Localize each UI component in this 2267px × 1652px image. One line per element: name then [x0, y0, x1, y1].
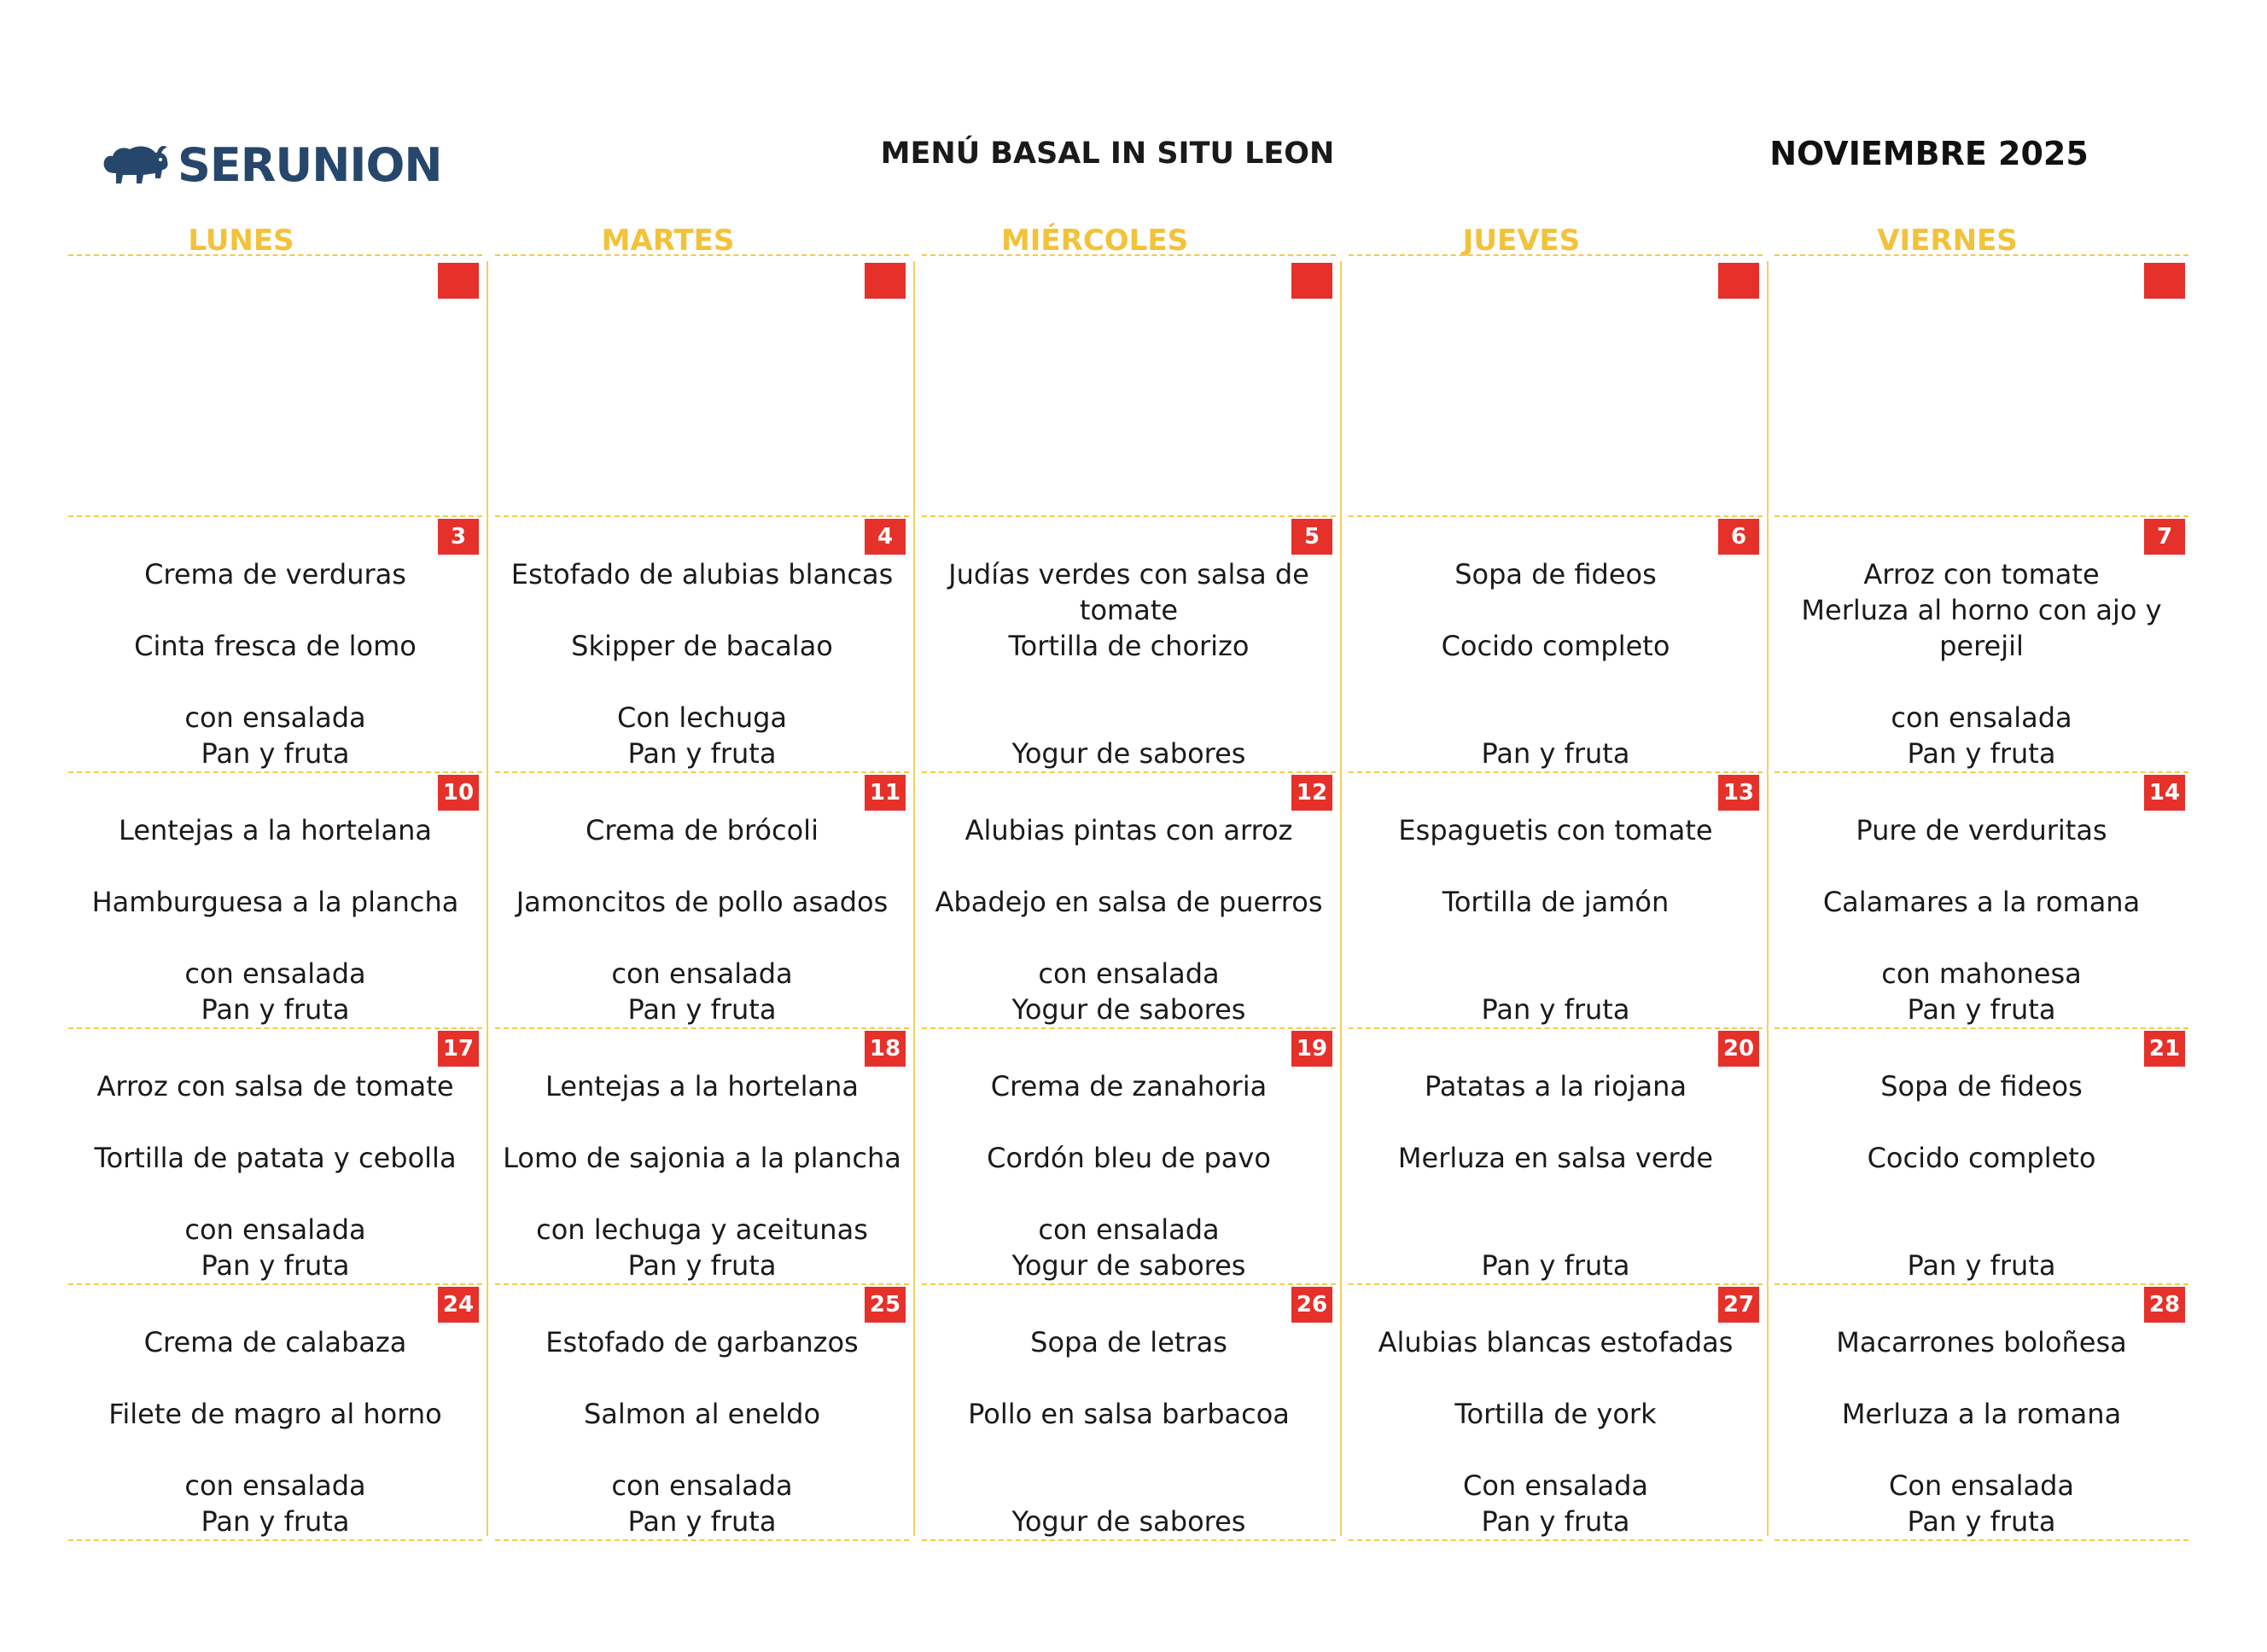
bull-logo-icon	[101, 141, 171, 190]
menu-line: con mahonesa	[1881, 957, 2082, 990]
menu-line: Cinta fresca de lomo	[134, 630, 417, 662]
day-header-2: MIÉRCOLES	[1000, 224, 1189, 258]
date-badge: 11	[865, 775, 906, 811]
menu-line: Judías verdes con salsa de	[948, 558, 1309, 590]
day-cell	[1775, 773, 2188, 1029]
day-cell	[68, 517, 482, 773]
date-badge: 25	[865, 1287, 906, 1323]
date-badge: 13	[1718, 775, 1759, 811]
menu-line: Cordón bleu de pavo	[987, 1142, 1271, 1174]
day-cell	[495, 517, 909, 773]
menu-line: Alubias pintas con arroz	[964, 814, 1293, 846]
menu-line: Pan y fruta	[627, 993, 777, 1026]
menu-line: Crema de brócoli	[586, 814, 819, 846]
date-badge: 4	[865, 519, 906, 555]
menu-line: Cocido completo	[1441, 630, 1670, 662]
column-divider	[913, 261, 915, 1536]
menu-line: Pan y fruta	[201, 1505, 350, 1538]
header-divider	[922, 254, 1336, 256]
date-badge: 12	[1291, 775, 1332, 811]
menu-line: Pan y fruta	[201, 1249, 350, 1282]
menu-line: perejil	[1939, 630, 2024, 662]
menu-line: tomate	[1079, 594, 1179, 626]
menu-line: Con lechuga	[616, 701, 788, 734]
menu-line: Pure de verduritas	[1856, 814, 2107, 846]
menu-line: Patatas a la riojana	[1424, 1070, 1687, 1102]
date-badge: 26	[1291, 1287, 1332, 1323]
column-divider	[1340, 261, 1342, 1536]
day-cell	[1775, 1029, 2188, 1285]
menu-line: Estofado de garbanzos	[545, 1326, 859, 1358]
menu-line: Calamares a la romana	[1822, 886, 2141, 918]
menu-line: Pan y fruta	[1481, 737, 1630, 770]
menu-line: Tortilla de patata y cebolla	[94, 1142, 457, 1174]
menu-line: Filete de magro al horno	[108, 1398, 442, 1430]
menu-line: Arroz con salsa de tomate	[96, 1070, 454, 1102]
menu-line: Espaguetis con tomate	[1398, 814, 1713, 846]
menu-line: Alubias blancas estofadas	[1378, 1326, 1734, 1358]
menu-line: con lechuga y aceitunas	[536, 1213, 868, 1246]
date-badge: 14	[2144, 775, 2185, 811]
day-cell	[922, 1285, 1336, 1541]
menu-line: Crema de zanahoria	[990, 1070, 1268, 1102]
day-cell	[922, 1029, 1336, 1285]
menu-line: Pan y fruta	[627, 737, 777, 770]
column-divider	[1767, 261, 1769, 1536]
day-cell	[1349, 1029, 1763, 1285]
menu-line: Arroz con tomate	[1863, 558, 2100, 590]
day-cell	[922, 773, 1336, 1029]
menu-line: Con ensalada	[1888, 1469, 2075, 1502]
menu-line: Estofado de alubias blancas	[510, 558, 894, 590]
menu-line: Sopa de fideos	[1454, 558, 1657, 590]
date-badge: 6	[1718, 519, 1759, 555]
header-divider	[68, 254, 482, 256]
menu-line: Skipper de bacalao	[571, 630, 833, 662]
date-badge: 20	[1718, 1031, 1759, 1067]
menu-line: con ensalada	[1038, 1213, 1220, 1246]
menu-line: Pan y fruta	[1907, 737, 2056, 770]
date-badge	[2144, 263, 2185, 299]
menu-line: Lentejas a la hortelana	[545, 1070, 859, 1102]
menu-month: NOVIEMBRE 2025	[1769, 135, 2089, 172]
date-badge: 24	[438, 1287, 479, 1323]
menu-line: Pan y fruta	[1907, 1249, 2056, 1282]
day-header-0: LUNES	[188, 224, 294, 258]
day-header-3: JUEVES	[1462, 224, 1581, 258]
menu-line: Lentejas a la hortelana	[119, 814, 432, 846]
date-badge	[1718, 263, 1759, 299]
menu-line: Pan y fruta	[627, 1505, 777, 1538]
menu-line: con ensalada	[184, 957, 366, 990]
menu-line: Sopa de letras	[1030, 1326, 1227, 1358]
day-cell	[495, 1029, 909, 1285]
menu-line: Jamoncitos de pollo asados	[516, 886, 889, 918]
column-divider	[487, 261, 488, 1536]
menu-line: Hamburguesa a la plancha	[91, 886, 459, 918]
menu-line: Con ensalada	[1462, 1469, 1649, 1502]
day-cell	[1775, 1285, 2188, 1541]
menu-line: Pan y fruta	[627, 1249, 777, 1282]
date-badge	[865, 263, 906, 299]
menu-line: Yogur de sabores	[1011, 1249, 1246, 1282]
brand-name: SERUNION	[178, 138, 442, 192]
menu-line: Yogur de sabores	[1011, 993, 1246, 1026]
day-cell	[1349, 517, 1763, 773]
day-cell	[922, 261, 1336, 517]
menu-line: Pan y fruta	[1907, 993, 2056, 1026]
menu-line: Yogur de sabores	[1011, 1505, 1246, 1538]
day-cell	[1775, 261, 2188, 517]
date-badge: 3	[438, 519, 479, 555]
menu-line: con ensalada	[611, 957, 793, 990]
menu-line: Sopa de fideos	[1880, 1070, 2083, 1102]
date-badge: 27	[1718, 1287, 1759, 1323]
header-divider	[1775, 254, 2188, 256]
day-cell	[922, 517, 1336, 773]
menu-line: con ensalada	[184, 1213, 366, 1246]
brand-logo	[101, 138, 442, 192]
menu-line: Lomo de sajonia a la plancha	[503, 1142, 901, 1174]
day-cell	[495, 261, 909, 517]
menu-line: Abadejo en salsa de puerros	[935, 886, 1323, 918]
day-cell	[495, 773, 909, 1029]
date-badge	[1291, 263, 1332, 299]
date-badge: 17	[438, 1031, 479, 1067]
day-cell	[68, 261, 482, 517]
menu-line: Pan y fruta	[201, 993, 350, 1026]
date-badge: 19	[1291, 1031, 1332, 1067]
menu-line: Yogur de sabores	[1011, 737, 1246, 770]
day-cell	[1349, 773, 1763, 1029]
menu-line: con ensalada	[184, 701, 366, 734]
menu-line: Tortilla de jamón	[1442, 886, 1670, 918]
menu-line: Salmon al eneldo	[583, 1398, 821, 1430]
menu-line: con ensalada	[611, 1469, 793, 1502]
menu-line: Tortilla de york	[1454, 1398, 1657, 1430]
menu-line: Merluza en salsa verde	[1397, 1142, 1714, 1174]
day-header-4: VIERNES	[1877, 224, 2018, 258]
menu-line: Cocido completo	[1867, 1142, 2096, 1174]
date-badge: 7	[2144, 519, 2185, 555]
menu-line: Merluza al horno con ajo y	[1801, 594, 2162, 626]
menu-line: Crema de verduras	[144, 558, 406, 590]
menu-line: Pan y fruta	[1481, 993, 1630, 1026]
header-divider	[1349, 254, 1763, 256]
header-divider	[495, 254, 909, 256]
menu-title: MENÚ BASAL IN SITU LEON	[880, 137, 1335, 171]
menu-line: con ensalada	[1038, 957, 1220, 990]
date-badge: 10	[438, 775, 479, 811]
day-cell	[1775, 517, 2188, 773]
menu-line: Crema de calabaza	[143, 1326, 407, 1358]
date-badge: 28	[2144, 1287, 2185, 1323]
menu-line: Pan y fruta	[1481, 1505, 1630, 1538]
menu-line: con ensalada	[1891, 701, 2072, 734]
day-cell	[495, 1285, 909, 1541]
menu-line: Pan y fruta	[1907, 1505, 2056, 1538]
menu-line: Tortilla de chorizo	[1008, 630, 1250, 662]
menu-line: Pan y fruta	[201, 737, 350, 770]
date-badge: 18	[865, 1031, 906, 1067]
day-cell	[68, 1029, 482, 1285]
day-cell	[1349, 1285, 1763, 1541]
day-cell	[1349, 261, 1763, 517]
day-header-1: MARTES	[601, 224, 735, 258]
menu-line: con ensalada	[184, 1469, 366, 1502]
date-badge: 21	[2144, 1031, 2185, 1067]
menu-line: Macarrones boloñesa	[1836, 1326, 2127, 1358]
menu-line: Merluza a la romana	[1841, 1398, 2122, 1430]
menu-line: Pan y fruta	[1481, 1249, 1630, 1282]
date-badge: 5	[1291, 519, 1332, 555]
date-badge	[438, 263, 479, 299]
menu-line: Pollo en salsa barbacoa	[968, 1398, 1290, 1430]
day-cell	[68, 1285, 482, 1541]
day-cell	[68, 773, 482, 1029]
